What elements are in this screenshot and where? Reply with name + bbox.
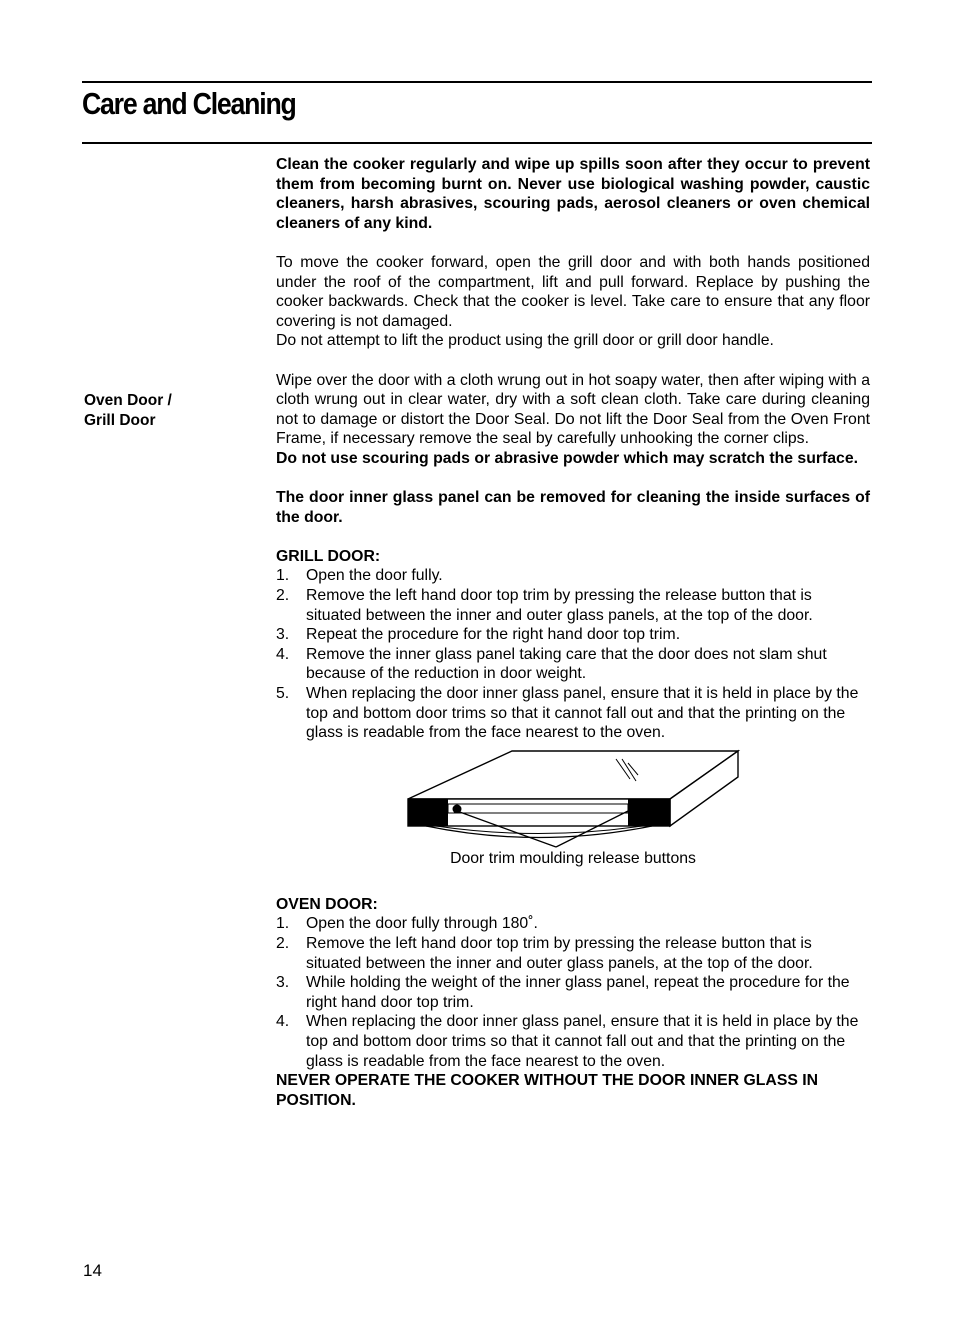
door-wipe-text: Wipe over the door with a cloth wrung out in hot soapy water, then after wiping with a cloth wrung out in clear water, dry with a soft clean cloth. Take care during cleaning not to damage or distort the Door Seal. Do not lift the Door Seal from the Oven Front Frame, if necessary remove the seal by carefully unhooking the corner clips. bbox=[276, 371, 870, 448]
door-trim-figure bbox=[276, 743, 870, 887]
side-heading-line-1: Oven Door / bbox=[84, 392, 172, 409]
list-item: 2. Remove the left hand door top trim by pressing the release button that is situated between the inner and outer glass panels, at the top of the door. bbox=[276, 587, 813, 624]
lift-warning-text: Do not attempt to lift the product using the grill door or grill door handle. bbox=[276, 332, 774, 350]
scouring-warning: Do not use scouring pads or abrasive powder which may scratch the surface. bbox=[276, 449, 859, 467]
oven-door-heading: OVEN DOOR: bbox=[276, 895, 378, 913]
top-rule bbox=[82, 81, 872, 83]
side-heading-line-2: Grill Door bbox=[84, 411, 156, 429]
list-item: 4. Remove the inner glass panel taking care that the door does not slam shut because of the reduction in door weight. bbox=[276, 645, 827, 683]
list-item: 3. While holding the weight of the inner glass panel, repeat the procedure for the right hand door top trim. bbox=[276, 974, 850, 1011]
grill-door-heading: GRILL DOOR: bbox=[276, 547, 381, 565]
list-item: 3. Repeat the procedure for the right hand door top trim. bbox=[276, 626, 681, 644]
side-heading-door bbox=[84, 391, 254, 430]
page-number: 14 bbox=[83, 1261, 102, 1280]
title-underline-rule bbox=[82, 142, 872, 144]
figure-caption: Door trim moulding release buttons bbox=[450, 849, 696, 867]
final-warning: NEVER OPERATE THE COOKER WITHOUT THE DOOR INNER GLASS IN POSITION. bbox=[276, 1072, 819, 1109]
list-item: 1. Open the door fully through 180˚. bbox=[276, 915, 538, 933]
grill-door-steps bbox=[276, 566, 870, 742]
main-column bbox=[276, 155, 870, 1110]
door-trim-illustration bbox=[276, 743, 870, 853]
list-item: 5. When replacing the door inner glass panel, ensure that it is held in place by the top and bottom door trims so that it cannot fall out and that the printing on the glass is readable from the face nearest to the oven. bbox=[276, 685, 859, 742]
list-item: 2. Remove the left hand door top trim by pressing the release button that is situated between the inner and outer glass panels, at the top of the door. bbox=[276, 935, 813, 972]
list-item: 1. Open the door fully. bbox=[276, 567, 443, 585]
list-item: 4. When replacing the door inner glass panel, ensure that it is held in place by the top and bottom door trims so that it cannot fall out and that the printing on the glass is readable from the face nearest to the oven. bbox=[276, 1013, 859, 1070]
cleaning-warning: Clean the cooker regularly and wipe up spills soon after they occur to prevent them from becoming burnt on. Never use biological washing powder, caustic cleaners, harsh abrasives, scouring pads, aerosol cleaners or oven chemical cleaners of any kind. bbox=[276, 156, 870, 232]
glass-panel-note: The door inner glass panel can be removed for cleaning the inside surfaces of the door. bbox=[276, 489, 870, 526]
oven-door-steps bbox=[276, 914, 870, 1071]
move-cooker-text: To move the cooker forward, open the grill door and with both hands positioned under the roof of the compartment, lift and pull forward. Replace by pushing the cooker backwards. Check that the cooker is level. Take care to ensure that any floor covering is not damaged. bbox=[276, 253, 870, 330]
page-title: Care and Cleaning bbox=[82, 86, 296, 121]
